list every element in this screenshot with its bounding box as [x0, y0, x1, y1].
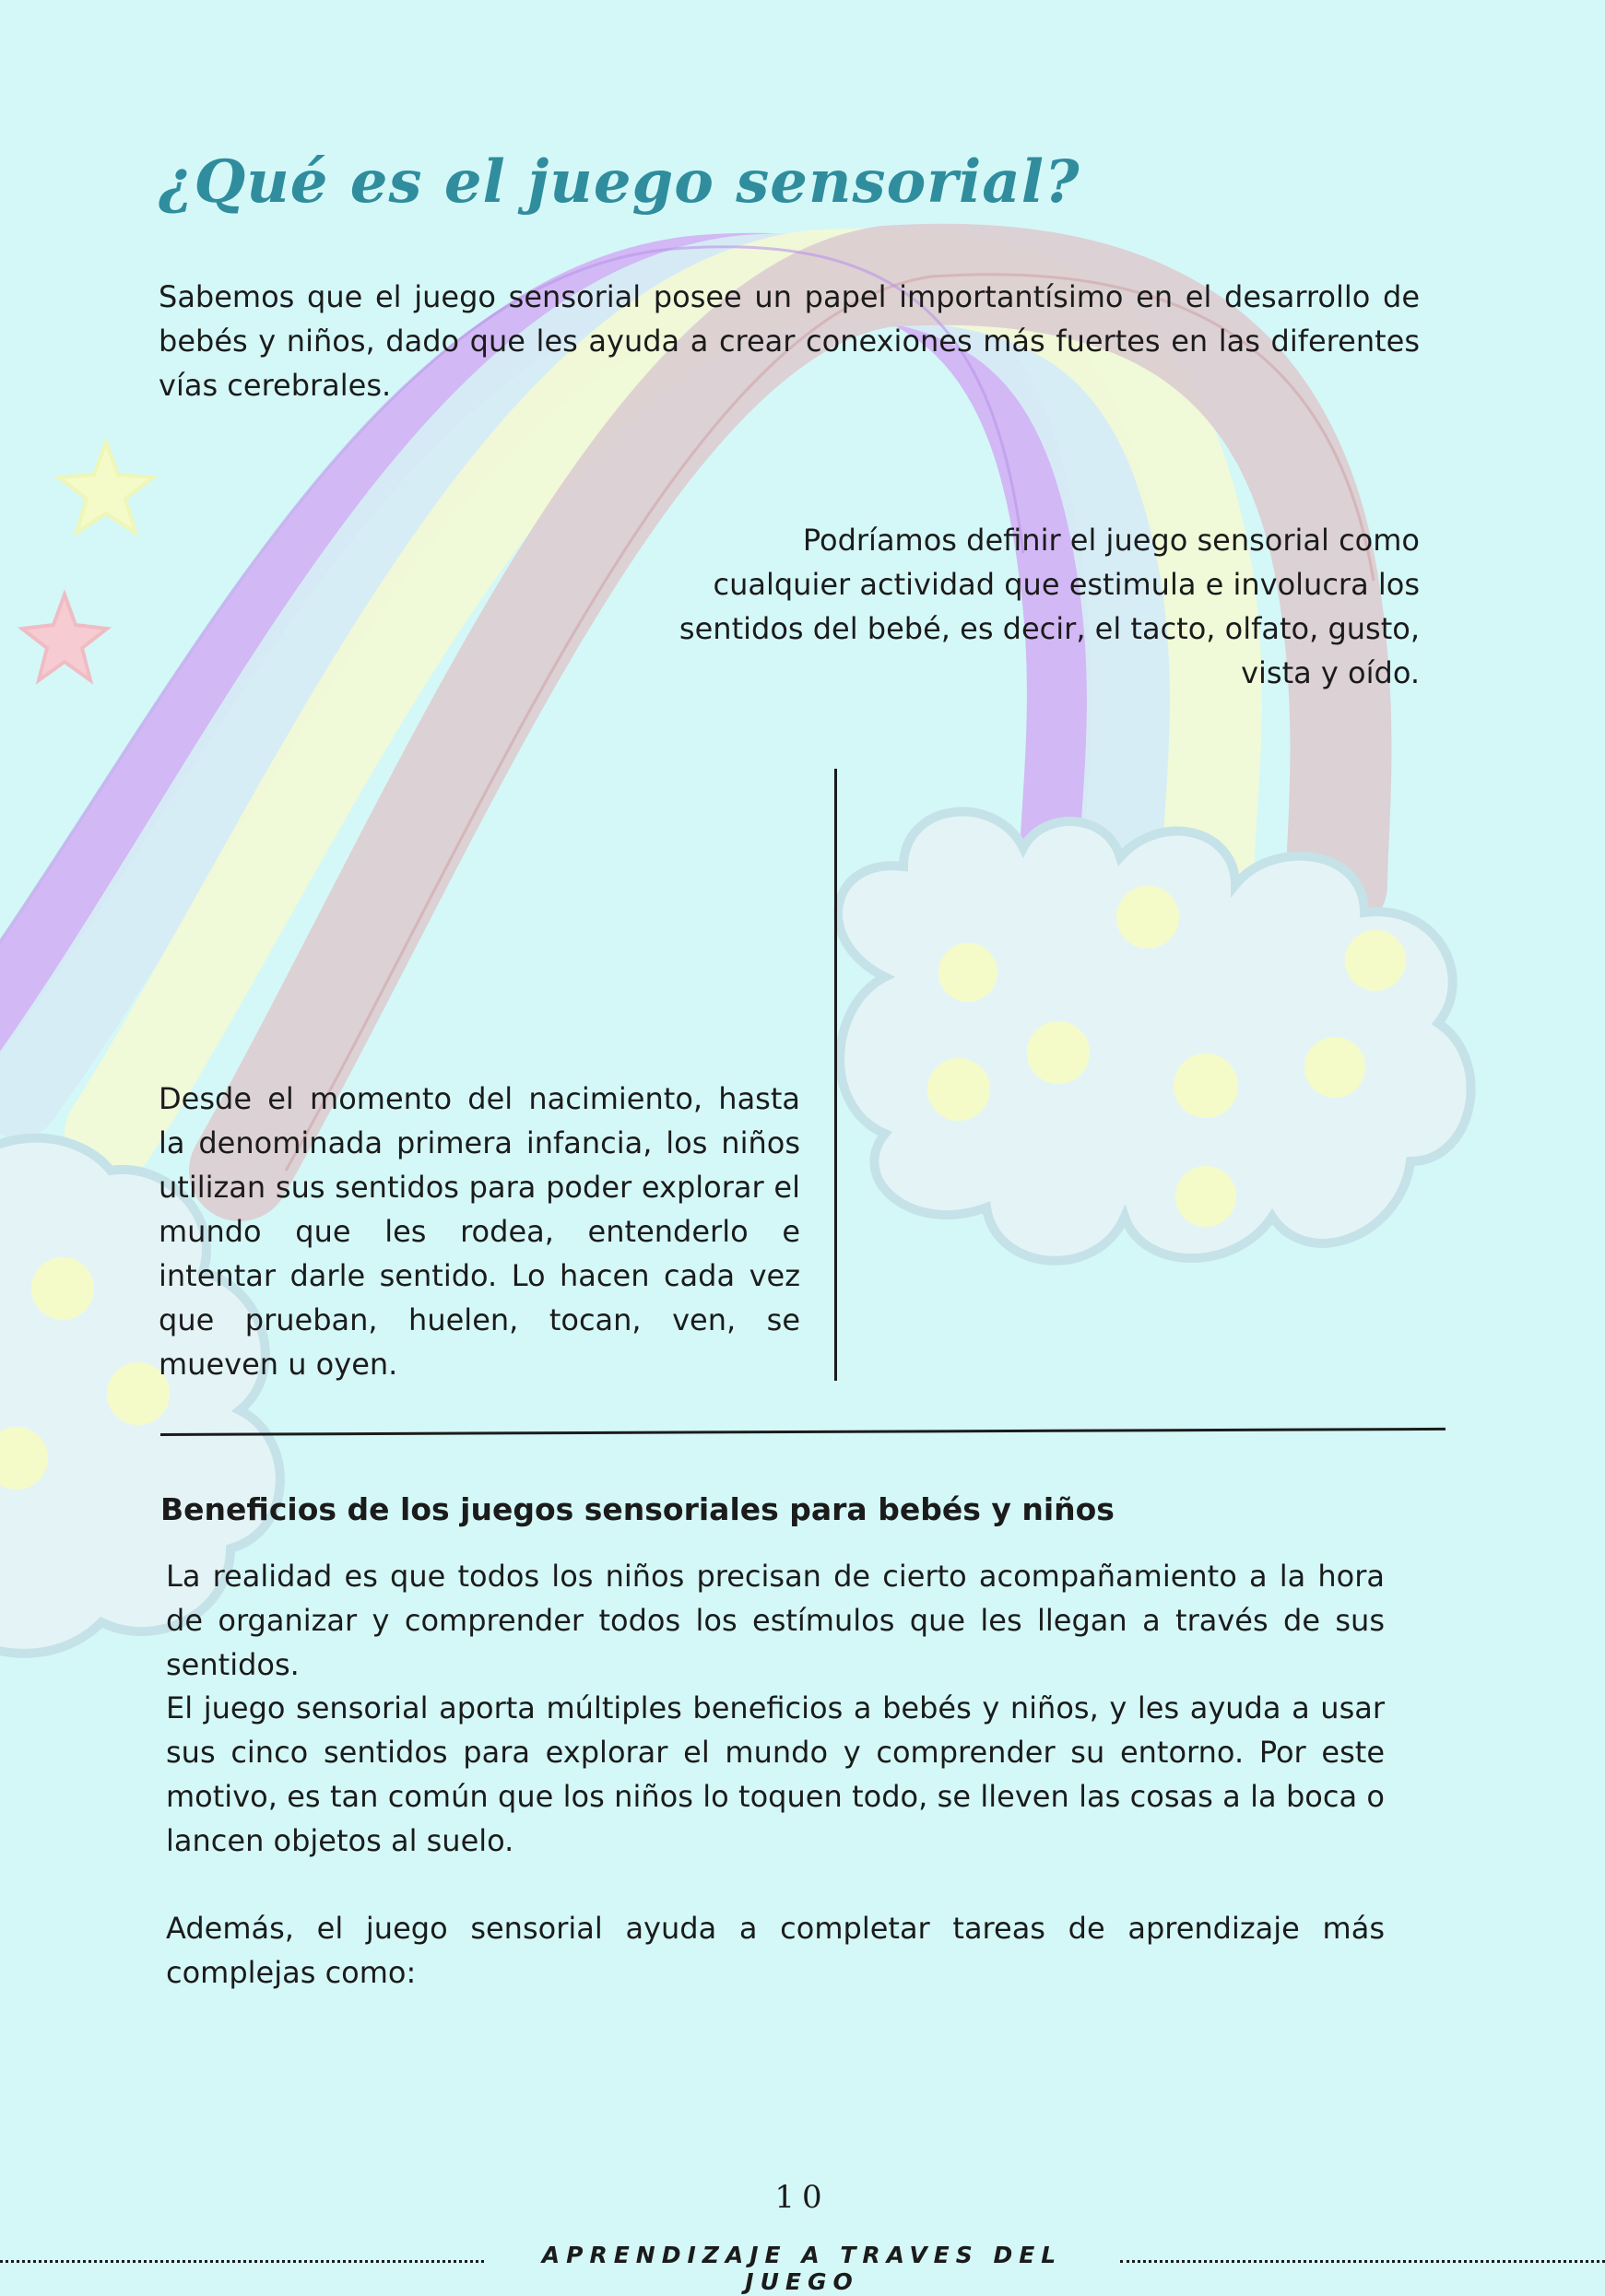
footer-dotted-rule-left — [0, 2260, 484, 2263]
star-yellow-icon — [59, 442, 153, 533]
star-pink-icon — [22, 595, 107, 680]
footer-dotted-rule-right — [1120, 2260, 1605, 2263]
page-title: ¿Qué es el juego sensorial? — [159, 147, 1080, 217]
benefits-paragraph-1: La realidad es que todos los niños precisan de cierto acompañamiento a la hora de organizar y comprender todos los estímulos que les llegan a través de sus sentidos. — [166, 1559, 1385, 1682]
footer-label: APRENDIZAJE A TRAVES DEL JUEGO — [541, 2242, 1063, 2295]
vertical-divider — [834, 769, 837, 1381]
benefits-paragraph-2: El juego sensorial aporta múltiples beneficios a bebés y niños, y les ayuda a usar sus cinco sentidos para explorar el mundo y comprender su entorno. Por este motivo, es tan común que los niños lo toquen todo, se lleven las cosas a la boca o lancen objetos al suelo. — [166, 1690, 1385, 1858]
benefits-heading: Beneficios de los juegos sensoriales para bebés y niños — [160, 1491, 1115, 1527]
infancy-paragraph: Desde el momento del nacimiento, hasta la denominada primera infancia, los niños utilizan sus sentidos para poder explorar el mundo que les rodea, entenderlo e intentar darle sentido. Lo hacen cada vez que prueban, huelen, tocan, ven, se mueven u oyen. — [159, 1081, 800, 1382]
footer — [0, 2242, 1605, 2295]
benefits-paragraph-3: Además, el juego sensorial ayuda a completar tareas de aprendizaje más complejas como: — [166, 1911, 1385, 1990]
page-number: 10 — [774, 2179, 830, 2216]
definition-paragraph: Podríamos definir el juego sensorial como cualquier actividad que estimula e involucra los sentidos del bebé, es decir, el tacto, olfato, gusto, vista y oído. — [679, 523, 1420, 690]
intro-paragraph: Sabemos que el juego sensorial posee un papel importantísimo en el desarrollo de bebés y niños, dado que les ayuda a crear conexiones más fuertes en las diferentes vías cerebrales. — [159, 279, 1420, 403]
